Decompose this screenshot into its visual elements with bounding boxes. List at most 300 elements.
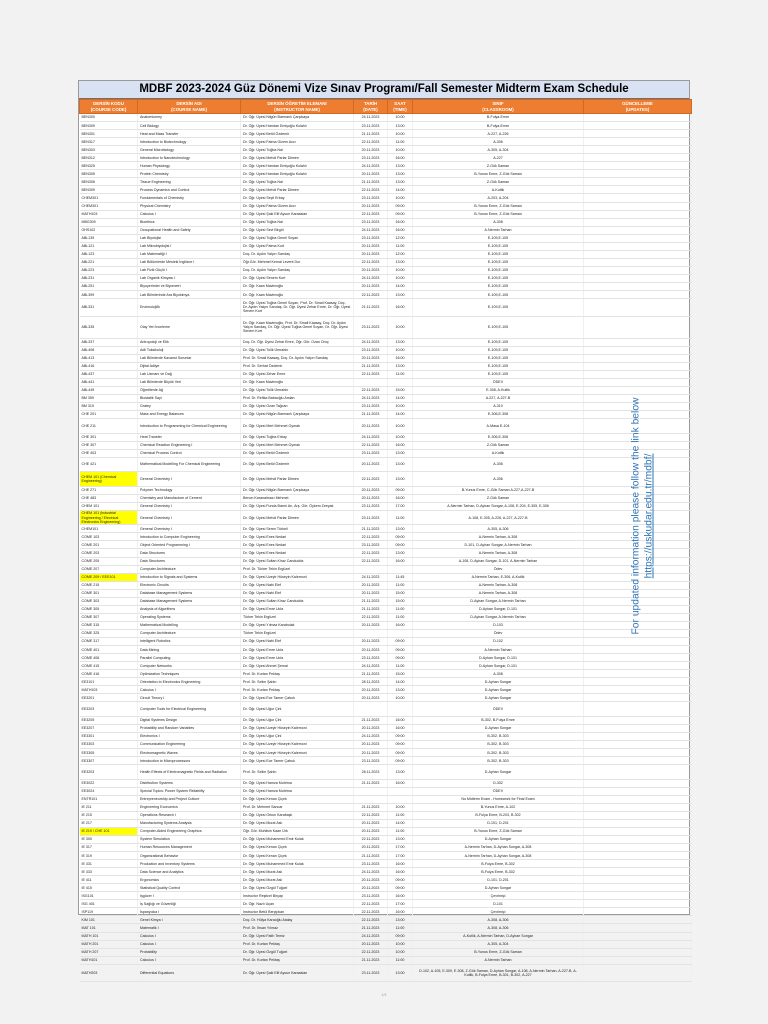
cell-updates — [584, 884, 692, 892]
table-row — [80, 346, 692, 354]
cell-classroom: A-308, A-306 — [413, 924, 584, 932]
cell-instructor: Dr. Öğr. Üyesi Handan Emişoğlu Kulahlı — [241, 122, 354, 130]
cell-classroom: E-109,E-105 — [413, 291, 584, 299]
table-row — [80, 316, 692, 338]
cell-course-name: İspanyolca I — [138, 908, 241, 916]
cell-instructor: Dr. Öğr. Üyesi Murat Aslı — [241, 819, 354, 827]
table-row — [80, 510, 692, 525]
cell-updates — [584, 908, 692, 916]
cell-classroom: B-Yunus Emre, C-Gök Saman A-227,A-227-B — [413, 486, 584, 494]
cell-course-name: Statistical Quality Control — [138, 884, 241, 892]
cell-time: 16:00 — [388, 860, 413, 868]
cell-classroom: A-308, A-306 — [413, 916, 584, 924]
cell-classroom: B-Fulya Emre, B-302 — [413, 868, 584, 876]
cell-date: 23.11.2023 — [354, 122, 388, 130]
cell-classroom: A-Kutlik — [413, 449, 584, 457]
cell-instructor: Dr. Öğr. Üyesi Tuğba Nal — [241, 218, 354, 226]
cell-time: 17:00 — [388, 844, 413, 852]
cell-course-name: Chemical Reaction Engineering I — [138, 441, 241, 449]
cell-course-name: System Simulation — [138, 835, 241, 843]
cell-course-code: MATH 101 — [80, 932, 138, 940]
cell-updates — [584, 291, 692, 299]
table-row — [80, 472, 692, 487]
cell-date: 24.11.2023 — [354, 932, 388, 940]
cell-course-code: ABL437 — [80, 370, 138, 378]
cell-date: 20.11.2023 — [354, 749, 388, 757]
cell-date: 20.11.2023 — [354, 844, 388, 852]
cell-course-code: ABL337 — [80, 338, 138, 346]
cell-classroom: E-109,E-105 — [413, 242, 584, 250]
cell-instructor: Prof. Dr. Selim Şahin — [241, 678, 354, 686]
cell-time: 13:00 — [388, 362, 413, 370]
cell-course-code: BM 359 — [80, 394, 138, 402]
cell-course-name: Electronic Circuits — [138, 581, 241, 589]
cell-updates — [584, 154, 692, 162]
cell-classroom: B-302, B-303 — [413, 732, 584, 740]
table-row — [80, 932, 692, 940]
cell-course-name: Fundamentals of Chemistry — [138, 194, 241, 202]
cell-classroom: A-108, E-305, A-226, A-227, A-227-B — [413, 510, 584, 525]
cell-instructor: Prof. Dr. Selim Şahin — [241, 765, 354, 780]
cell-course-code: COME 209 / EEE101 — [80, 573, 138, 581]
cell-updates — [584, 852, 692, 860]
cell-course-name: Ergonomics — [138, 876, 241, 884]
cell-course-name: Engineering Economics — [138, 803, 241, 811]
cell-course-name: Circuit Theory I — [138, 694, 241, 702]
cell-instructor: Dr. Öğr. Üyesi Nabi Elef — [241, 581, 354, 589]
cell-date: 22.11.2023 — [354, 138, 388, 146]
cell-course-code: ABL399 — [80, 291, 138, 299]
cell-course-name: Işgücer I — [138, 892, 241, 900]
cell-time — [388, 795, 413, 803]
cell-time: 10:00 — [388, 346, 413, 354]
cell-date — [354, 629, 388, 637]
table-row — [80, 549, 692, 557]
cell-instructor: Dr. Öğr. Üyesi Tuğba Genel Soyarı, Prof. Dr. Smail Kaasay, Doç. Dr. Aydın Yalçın Sarıdaş, Dr. Öğr. Üyesi Zehar Emre, Dr. Öğr. Üyesi Senem Kurt — [241, 299, 354, 317]
cell-classroom: Z-Gök Saman — [413, 494, 584, 502]
cell-time: 13:00 — [388, 338, 413, 346]
cell-updates — [584, 876, 692, 884]
cell-course-code: EE3203 — [80, 765, 138, 780]
cell-time: 16:00 — [388, 908, 413, 916]
table-row — [80, 130, 692, 138]
cell-classroom: Z-Gök Saman — [413, 441, 584, 449]
cell-updates — [584, 811, 692, 819]
cell-time: 17:00 — [388, 852, 413, 860]
cell-classroom: E-109,E-105 — [413, 338, 584, 346]
cell-time: 09:00 — [388, 541, 413, 549]
cell-date: 21.11.2023 — [354, 605, 388, 613]
schedule-sheet — [78, 80, 690, 977]
cell-instructor: Dr. Öğr. Üyesi Mehdi Parlar Dilmen — [241, 510, 354, 525]
cell-classroom: A-Nermin Tarhan, A-308 — [413, 589, 584, 597]
cell-time: 13:00 — [388, 916, 413, 924]
table-row — [80, 757, 692, 765]
table-row — [80, 274, 692, 282]
cell-time: 09:00 — [388, 757, 413, 765]
cell-date: 24.11.2023 — [354, 662, 388, 670]
cell-course-name: Matematik I — [138, 924, 241, 932]
table-row — [80, 724, 692, 732]
table-row — [80, 210, 692, 218]
cell-time: 10:00 — [388, 948, 413, 956]
cell-course-code: EE3303 — [80, 741, 138, 749]
table-row — [80, 741, 692, 749]
cell-instructor: Doç. Dr. Hülya Karaoğlu Atalay — [241, 916, 354, 924]
cell-classroom: A-305, A-304 — [413, 940, 584, 948]
cell-course-name: General Chemistry I — [138, 472, 241, 487]
cell-course-name: Digital Systems Design — [138, 716, 241, 724]
cell-date: 21.11.2023 — [354, 716, 388, 724]
table-row — [80, 581, 692, 589]
cell-course-code: IE 305 — [80, 835, 138, 843]
cell-classroom: E-306,E-308 — [413, 433, 584, 441]
cell-course-code: COME 401 — [80, 646, 138, 654]
cell-classroom: D-Ayhan Songar — [413, 724, 584, 732]
cell-course-name: Optimization Techniques — [138, 670, 241, 678]
table-row — [80, 402, 692, 410]
cell-time: 11:00 — [388, 662, 413, 670]
cell-instructor: Dr. Öğr. Üyesi Hamza Mutrima — [241, 779, 354, 787]
cell-classroom: D-101, D-201 — [413, 876, 584, 884]
cell-updates — [584, 868, 692, 876]
cell-course-code: EE3205 — [80, 716, 138, 724]
cell-course-code: BEN312 — [80, 154, 138, 162]
cell-time: 10:00 — [388, 316, 413, 338]
cell-course-name: Cell Biology — [138, 122, 241, 130]
cell-course-code: CHE 301 — [80, 433, 138, 441]
cell-classroom: B-Yunus Emre, A-102 — [413, 803, 584, 811]
cell-course-name: Special Topics: Power System Reliability — [138, 787, 241, 795]
cell-course-code: COME 201 — [80, 541, 138, 549]
cell-time: 09:00 — [388, 732, 413, 740]
cell-updates — [584, 242, 692, 250]
cell-classroom: ÖDEV — [413, 378, 584, 386]
cell-date: 23.11.2023 — [354, 510, 388, 525]
cell-course-name: Anatomiomey — [138, 114, 241, 122]
table-row — [80, 162, 692, 170]
cell-date: 24.11.2023 — [354, 868, 388, 876]
table-row — [80, 226, 692, 234]
cell-classroom: B-Yunus Emre, Z-Gök Saman — [413, 827, 584, 835]
cell-date: 23.11.2023 — [354, 654, 388, 662]
cell-date: 22.11.2023 — [354, 186, 388, 194]
cell-time: 12:00 — [388, 250, 413, 258]
cell-instructor: Dr. Öğr. Üyesi Enes Nedari — [241, 533, 354, 541]
cell-classroom: A-227, A-226 — [413, 130, 584, 138]
cell-time — [388, 702, 413, 717]
cell-course-code: ABL408 — [80, 346, 138, 354]
cell-course-name: Bioethics — [138, 218, 241, 226]
cell-updates — [584, 162, 692, 170]
cell-time: 16:00 — [388, 154, 413, 162]
cell-updates — [584, 170, 692, 178]
cell-course-code: BEN305 — [80, 170, 138, 178]
cell-course-code: ABL416 — [80, 362, 138, 370]
cell-classroom: A-Nermin Tarhan, A-308 — [413, 533, 584, 541]
cell-updates — [584, 218, 692, 226]
cell-time: 13:00 — [388, 472, 413, 487]
cell-updates — [584, 226, 692, 234]
cell-date: 20.11.2023 — [354, 741, 388, 749]
cell-classroom: E-306,E-308 — [413, 411, 584, 419]
table-header-row — [80, 100, 692, 114]
cell-time: 12:00 — [388, 234, 413, 242]
cell-time: 13:00 — [388, 835, 413, 843]
cell-instructor: Doç. Dr. Öğr. Üyesi Zehar Emre, Öğr. Gör. Ozan Oruç — [241, 338, 354, 346]
cell-time: 09:00 — [388, 749, 413, 757]
cell-time: 09:00 — [388, 884, 413, 892]
cell-instructor: Dr. Öğr. Üyesi Uzeyir Hüseyin Kalemoni — [241, 573, 354, 581]
cell-time: 11:00 — [388, 605, 413, 613]
table-row — [80, 122, 692, 130]
cell-classroom: A-Nermin Tarhan, A-308 — [413, 581, 584, 589]
cell-instructor: Dr. Öğr. Kaan Mavimoğlu — [241, 291, 354, 299]
cell-course-code: COME 315 — [80, 621, 138, 629]
cell-instructor: Dr. Öğr. Kaan Mavimoğlu — [241, 282, 354, 290]
table-row — [80, 525, 692, 533]
cell-updates — [584, 202, 692, 210]
cell-updates — [584, 282, 692, 290]
updated-info-link[interactable]: https://uskudar.edu.tr/mdbf/ — [643, 453, 654, 578]
cell-date: 20.11.2023 — [354, 250, 388, 258]
cell-course-name: Occupational Health and Safety — [138, 226, 241, 234]
cell-instructor: Öğr.Gör. Mehmet Kemal Levent Dur — [241, 258, 354, 266]
cell-instructor: Dr. Öğr. Nazlı Uçan — [241, 900, 354, 908]
cell-instructor: Dr. Öğr. Üyesi Enes Nedari — [241, 541, 354, 549]
table-row — [80, 202, 692, 210]
table-row — [80, 629, 692, 637]
cell-course-code: MATH103 — [80, 686, 138, 694]
table-row — [80, 433, 692, 441]
cell-classroom: E-109,E-105 — [413, 282, 584, 290]
cell-instructor: Prof. Dr. Serhat Özdemir — [241, 362, 354, 370]
cell-date: 21.11.2023 — [354, 299, 388, 317]
cell-date: 22.11.2023 — [354, 533, 388, 541]
cell-time: 14:00 — [388, 411, 413, 419]
cell-time: 11:00 — [388, 138, 413, 146]
cell-classroom: E-109,E-105 — [413, 346, 584, 354]
cell-date: 20.11.2023 — [354, 354, 388, 362]
cell-instructor: Öğr. Gör. Muhlisin Kaan Ürk — [241, 827, 354, 835]
header-course-code: DERSİN KODU (COURSE CODE) — [80, 100, 138, 114]
cell-course-name: General Chemistry I — [138, 525, 241, 533]
cell-date: 20.11.2023 — [354, 637, 388, 645]
cell-course-name: Calculus I — [138, 686, 241, 694]
cell-instructor: Dr. Öğr. Üyesi Kenan Çiçek — [241, 795, 354, 803]
cell-classroom: E-109,E-105 — [413, 299, 584, 317]
cell-course-code: COME 415 — [80, 662, 138, 670]
cell-updates — [584, 964, 692, 982]
cell-time: 13:00 — [388, 765, 413, 780]
cell-course-code: COME 215 — [80, 581, 138, 589]
cell-course-code: CHE 201 — [80, 411, 138, 419]
cell-updates — [584, 258, 692, 266]
cell-time: 10:00 — [388, 940, 413, 948]
cell-instructor: Dr. Öğr. Üyesi Murat Aslı — [241, 868, 354, 876]
cell-course-name: Manufacturing Systems Analysis — [138, 819, 241, 827]
cell-updates — [584, 716, 692, 724]
cell-classroom: A-Nermin Tarhan, A-308 — [413, 549, 584, 557]
cell-course-name: Computer Architecture — [138, 629, 241, 637]
table-row — [80, 411, 692, 419]
cell-date: 23.11.2023 — [354, 402, 388, 410]
table-row — [80, 250, 692, 258]
cell-classroom: D-Ayhan Songar — [413, 686, 584, 694]
cell-date: 23.11.2023 — [354, 964, 388, 982]
table-row — [80, 876, 692, 884]
cell-instructor: Dr. Öğr. Üyesi Tuğba Genel Soyarı — [241, 234, 354, 242]
table-row — [80, 852, 692, 860]
cell-date: 22.11.2023 — [354, 210, 388, 218]
cell-date: 24.11.2023 — [354, 732, 388, 740]
cell-course-name: Lab Organik Kimyası I — [138, 274, 241, 282]
table-row — [80, 589, 692, 597]
table-row — [80, 811, 692, 819]
cell-time: 11:00 — [388, 613, 413, 621]
cell-course-code: COME 406 — [80, 654, 138, 662]
cell-instructor: Dr. Öğr. Üyesi Fatma Kurt — [241, 242, 354, 250]
cell-time: 16:00 — [388, 621, 413, 629]
table-row — [80, 565, 692, 573]
cell-date: 21.11.2023 — [354, 803, 388, 811]
cell-date: 22.11.2023 — [354, 900, 388, 908]
cell-date: 20.11.2023 — [354, 827, 388, 835]
cell-course-name: Human Physiology — [138, 162, 241, 170]
table-row — [80, 892, 692, 900]
cell-date: 23.11.2023 — [354, 218, 388, 226]
cell-course-code: MAT 101 — [80, 924, 138, 932]
cell-course-code: CHEM 101 — [80, 502, 138, 510]
cell-time: 14:00 — [388, 282, 413, 290]
cell-classroom: E-109,E-105 — [413, 234, 584, 242]
cell-time: 11:00 — [388, 956, 413, 964]
cell-classroom: A-Nermin Tarhan, D-Ayhan Songar, A-308 — [413, 852, 584, 860]
cell-instructor: Dr. Öğr. Üyesi Nilgün Barmanlı Çarşıkaya — [241, 114, 354, 122]
cell-instructor: Dr. Öğr. Üyesi Fatma Gizem Avcı — [241, 202, 354, 210]
table-row — [80, 186, 692, 194]
cell-instructor: Prof. Dr. İhsan Yılmaz — [241, 924, 354, 932]
cell-time: 11:00 — [388, 811, 413, 819]
cell-classroom: D-Ayhan Songar — [413, 765, 584, 780]
cell-course-code: MATH101 — [80, 956, 138, 964]
cell-updates — [584, 956, 692, 964]
cell-classroom: B-302, B-Fulya Emre — [413, 716, 584, 724]
cell-course-code: ABL335 — [80, 316, 138, 338]
cell-date: 20.11.2023 — [354, 202, 388, 210]
cell-classroom: B-302, B-303 — [413, 757, 584, 765]
cell-classroom: D-Ayhan Songar — [413, 694, 584, 702]
table-row — [80, 924, 692, 932]
cell-instructor: Dr. Öğr. Üyesi Tuğba Erbay — [241, 433, 354, 441]
cell-course-name: Lab Matematiği I — [138, 250, 241, 258]
cell-course-code: MATH103 — [80, 210, 138, 218]
table-row — [80, 258, 692, 266]
cell-course-name: Process Dynamics and Control — [138, 186, 241, 194]
cell-course-name: Calculus I — [138, 956, 241, 964]
cell-instructor: Doç. Dr. Aydın Yalçın Sarıdaş — [241, 250, 354, 258]
cell-instructor: Dr. Öğr. Üyesi Nilgün Barmanlı Çarşıkaya — [241, 486, 354, 494]
cell-classroom: D-101, D-Ayhan Songar, A-Nermin Tarhan — [413, 541, 584, 549]
cell-course-name: Öğretilerde Ağ — [138, 386, 241, 394]
cell-updates — [584, 346, 692, 354]
table-row — [80, 138, 692, 146]
cell-course-name: Entrepreneurship and Project Culture — [138, 795, 241, 803]
cell-course-code: OHS102 — [80, 226, 138, 234]
cell-instructor: Türker Tekin Ergüzel — [241, 613, 354, 621]
cell-course-name: Dijital Adliye — [138, 362, 241, 370]
cell-instructor: Dr. Öğr. Kaan Mavimoğlu, Prof. Dr. Smail Kaasay, Doç. Dr. Aydın Yalçın Sarıdaş, Dr. Öğr. Üyesi Tuğba Genel Soyarı, Dr. Öğr. Üyesi Senem Kurt — [241, 316, 354, 338]
cell-classroom: B-Yunus Emre, Z-Gök Saman — [413, 210, 584, 218]
cell-classroom: D-102 — [413, 637, 584, 645]
cell-classroom: B-Fulya-Emre — [413, 122, 584, 130]
cell-time: 16:00 — [388, 441, 413, 449]
cell-course-name: Heat Transfer — [138, 433, 241, 441]
table-row — [80, 386, 692, 394]
cell-time: 09:00 — [388, 646, 413, 654]
cell-date: 20.11.2023 — [354, 581, 388, 589]
cell-instructor: Dr. Öğr. Üyesi Tolik Ürmaldır — [241, 346, 354, 354]
cell-instructor: Dr. Öğr. Üyesi Mert Mehmet Oymak — [241, 441, 354, 449]
cell-course-code: IE 317 — [80, 844, 138, 852]
cell-classroom: B-302, B-303 — [413, 741, 584, 749]
cell-classroom: A-306 — [413, 457, 584, 472]
cell-instructor: Dr. Öğr. Üyesi Emre Ucla — [241, 654, 354, 662]
cell-classroom: E-109,E-105 — [413, 258, 584, 266]
cell-time: 10:00 — [388, 803, 413, 811]
table-row — [80, 557, 692, 565]
cell-course-code: ABL251 — [80, 282, 138, 290]
cell-course-name: Protein Chemistry — [138, 170, 241, 178]
cell-date: 24.11.2023 — [354, 274, 388, 282]
table-row — [80, 765, 692, 780]
cell-course-code: EE3301 — [80, 732, 138, 740]
cell-classroom: E-109,E-105 — [413, 362, 584, 370]
cell-course-name: Human Resources Management — [138, 844, 241, 852]
cell-date: 22.11.2023 — [354, 291, 388, 299]
cell-updates — [584, 234, 692, 242]
cell-time: 09:00 — [388, 202, 413, 210]
cell-time: 13:00 — [388, 449, 413, 457]
cell-course-code: IE 319 — [80, 852, 138, 860]
cell-date: 21.11.2023 — [354, 362, 388, 370]
cell-instructor: Prof. Dr. Kurtan Pektaş — [241, 686, 354, 694]
cell-course-name: Computer Architecture — [138, 565, 241, 573]
cell-time: 11:00 — [388, 924, 413, 932]
cell-classroom: No Midterm Exam - Homework for Final Exam — [413, 795, 584, 803]
table-row — [80, 662, 692, 670]
cell-classroom: D-Ayhan Songar, D-101 — [413, 662, 584, 670]
cell-classroom: A-227, A-227-B — [413, 394, 584, 402]
cell-instructor: Türker Tekin Ergüzel — [241, 629, 354, 637]
cell-updates — [584, 274, 692, 282]
cell-instructor: Instructor Betül Berçipkan — [241, 908, 354, 916]
cell-course-code: BEN309 — [80, 186, 138, 194]
cell-instructor: Dr. Öğr. Üyesi Mert Mehmet Oymak — [241, 419, 354, 434]
cell-updates — [584, 757, 692, 765]
cell-date: 20.11.2023 — [354, 146, 388, 154]
cell-course-name: Introduction to Biotechnology — [138, 138, 241, 146]
cell-instructor: Dr. Öğr. Üyesi Emre Ucla — [241, 605, 354, 613]
cell-classroom: B-Yunus Emre, Z-Gök Saman — [413, 170, 584, 178]
table-row — [80, 860, 692, 868]
cell-classroom: B-Fulya Emre, B-302 — [413, 860, 584, 868]
cell-date: 28.11.2023 — [354, 765, 388, 780]
cell-course-code: MBG309 — [80, 218, 138, 226]
cell-date: 20.11.2023 — [354, 266, 388, 274]
cell-updates — [584, 194, 692, 202]
cell-course-code: COME 305 — [80, 605, 138, 613]
